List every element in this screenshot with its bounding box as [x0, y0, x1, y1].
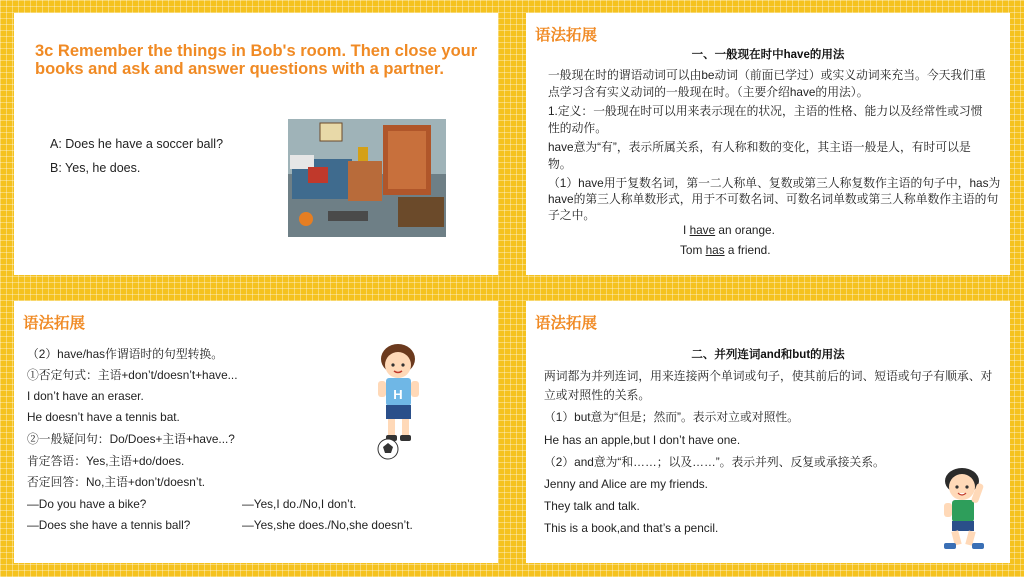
qa-answer: —Yes,she does./No,she doesn’t.: [242, 518, 413, 532]
qa-answer: —Yes,I do./No,I don’t.: [242, 497, 357, 511]
grammar-heading: 二、并列连词and和but的用法: [691, 349, 845, 361]
example-sentence-have: [683, 222, 775, 239]
example-text: a friend.: [724, 243, 771, 257]
cheering-boy-illustration: [934, 465, 998, 555]
slide-panel-sentence-patterns: [14, 301, 498, 563]
underlined-verb: has: [705, 243, 725, 257]
paragraph-definition: 1.定义：一般现在时可以用来表示现在的状况，主语的性格、能力以及经常性或习惯性的动作。: [548, 104, 983, 135]
paragraph-have-has-rule: （1）have用于复数名词，第一二人称单、复数或第三人称复数作主语的句子中，has为have的第三人称单数形式，用于不可数名词、可数名词单数或第三人称单数作主语的句子之中。: [548, 176, 1001, 222]
dialogue-answer: B: Yes, he does.: [50, 161, 141, 175]
rule-line: This is a book,and that’s a pencil.: [544, 521, 719, 535]
qa-question: —Do you have a bike?: [27, 497, 147, 511]
paragraph-intro: 一般现在时的谓语动词可以由be动词（前面已学过）或实义动词来充当。今天我们重点学习含有实义动词的一般现在时。（主要介绍have的用法）。: [548, 68, 986, 99]
slide-panel-3c: [14, 13, 498, 275]
slide-panel-have-usage: [526, 13, 1010, 275]
rule-line: He has an apple,but I don’t have one.: [544, 433, 741, 447]
underlined-verb: have: [689, 223, 716, 237]
rule-line: （1）but意为“但是；然而”。表示对立或对照性。: [544, 410, 799, 424]
bedroom-illustration: [288, 119, 446, 237]
section-title: 语法拓展: [23, 315, 86, 332]
example-sentence-has: [680, 242, 771, 259]
dialogue-question: A: Does he have a soccer ball?: [50, 137, 224, 151]
rule-line: 肯定答语：Yes,主语+do/does.: [27, 454, 185, 468]
rule-line: Jenny and Alice are my friends.: [544, 477, 708, 491]
slide-panel-and-but: [526, 301, 1010, 563]
qa-question: —Does she have a tennis ball?: [27, 518, 191, 532]
rule-line: （2）have/has作谓语时的句型转换。: [27, 347, 224, 361]
section-title: 语法拓展: [535, 315, 598, 332]
rule-line: I don’t have an eraser.: [27, 389, 144, 403]
paragraph-intro: 两词都为并列连词，用来连接两个单词或句子，使其前后的词、短语或句子有顺承、对立或对照性的关系。: [544, 369, 993, 402]
activity-title: 3c Remember the things in Bob's room. Then close your books and ask and answer questions with a partner.: [35, 42, 478, 78]
paragraph-have-meaning: have意为“有”，表示所属关系，有人称和数的变化，其主语一般是人，有时可以是物。: [548, 140, 971, 171]
rule-line: ②一般疑问句：Do/Does+主语+have...?: [27, 432, 235, 446]
boy-soccer-illustration: [366, 341, 436, 461]
section-title: 语法拓展: [535, 27, 598, 44]
rule-line: He doesn’t have a tennis bat.: [27, 410, 180, 424]
rule-line: 否定回答：No,主语+don’t/doesn’t.: [27, 475, 206, 489]
example-text: Tom: [680, 243, 706, 257]
shirt-letter: H: [393, 387, 403, 402]
rule-line: They talk and talk.: [544, 499, 640, 513]
grammar-heading: 一、一般现在时中have的用法: [691, 49, 845, 61]
rule-line: （2）and意为“和……；以及……”。表示并列、反复或承接关系。: [544, 455, 885, 469]
example-text: I: [683, 223, 690, 237]
rule-line: ①否定句式：主语+don’t/doesn’t+have...: [27, 368, 238, 382]
example-text: an orange.: [715, 223, 775, 237]
